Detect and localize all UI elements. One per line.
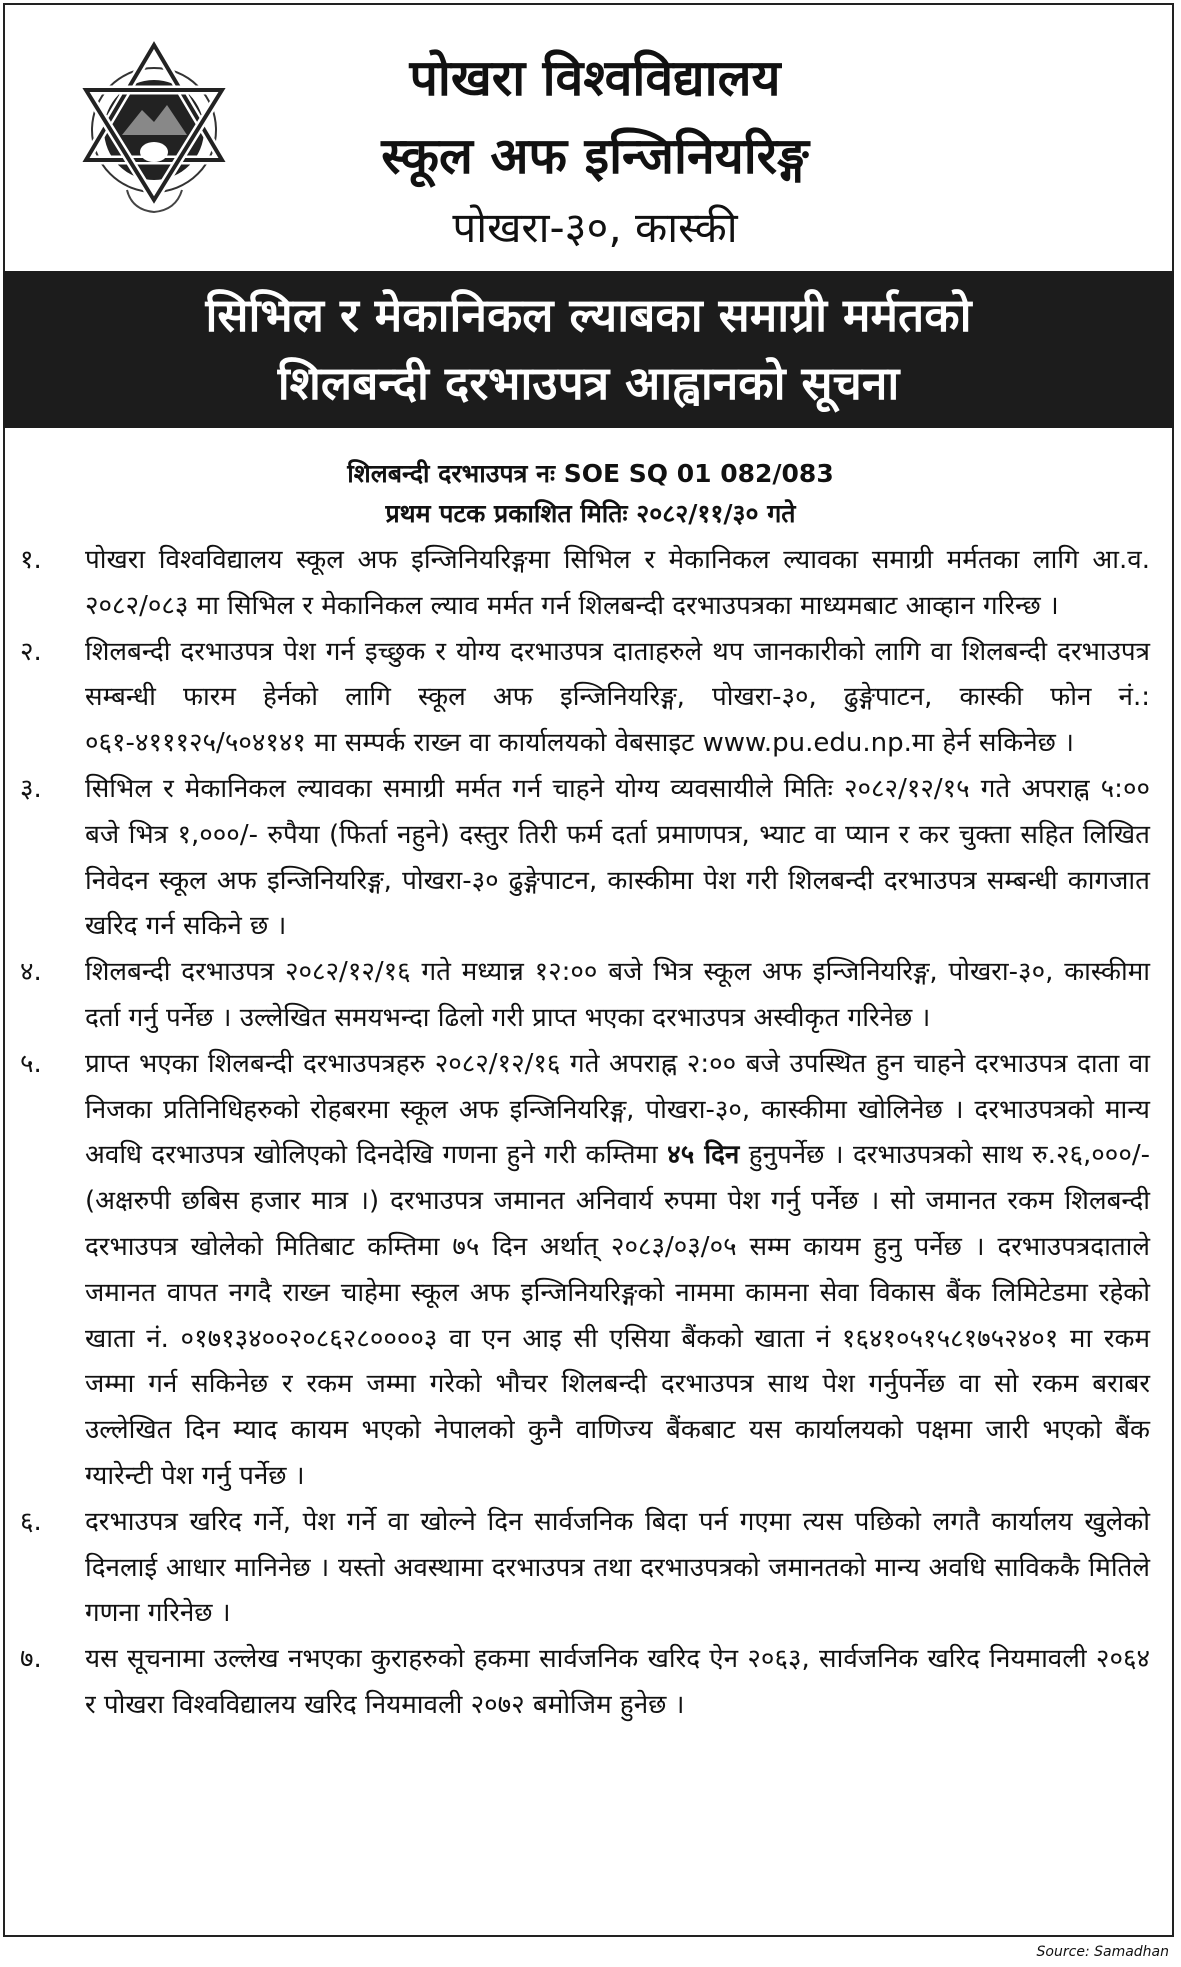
notice-body [20,538,1150,1729]
paragraph-number: २. [20,636,42,667]
notice-title-line-2: शिलबन्दी दरभाउपत्र आह्वानको सूचना [277,356,900,410]
paragraph-number: ५. [20,1048,42,1079]
paragraph-text: सिभिल र मेकानिकल ल्यावका समाग्री मर्मत गर्न चाहने योग्य व्यवसायीले मितिः २०८२/१२/१५ गते अपराह्न ५:०० बजे भित्र १,०००/- रुपैया (फिर्ता नहुने) दस्तुर तिरी फर्म दर्ता प्रमाणपत्र, भ्याट वा प्यान र कर चुक्ता सहित लिखित निवेदन स्कूल अफ इन्जिनियरिङ्ग, पोखरा-३० ढुङ्गेपाटन, कास्कीमा पेश गरी शिलबन्दी दरभाउपत्र सम्बन्धी कागजात खरिद गर्न सकिने छ । [85,773,1150,942]
paragraph-number: १. [20,545,42,575]
school-address: पोखरा-३०, कास्की [452,203,738,252]
school-name: स्कूल अफ इन्जिनियरिङ्ग [381,127,809,185]
pokhara-university-logo-icon [72,40,237,215]
notice-title-line-1: सिभिल र मेकानिकल ल्याबका समाग्री मर्मतको [205,288,972,342]
paragraph-4 [20,950,1150,1042]
university-name: पोखरा विश्वविद्यालय [409,49,781,107]
paragraph-text: यस सूचनामा उल्लेख नभएका कुराहरुको हकमा सार्वजनिक खरिद ऐन २०६३, सार्वजनिक खरिद नियमावली २०६४ र पोखरा विश्वविद्यालय खरिद नियमावली २०७२ बमोजिम हुनेछ । [85,1644,1150,1720]
paragraph-number: ६. [20,1506,42,1537]
paragraph-text-part: हुनुपर्नेछ । दरभाउपत्रको साथ रु.२६,०००/- (अक्षरुपी छबिस हजार मात्र ।) दरभाउपत्र जमानत अनिवार्य रुपमा पेश गर्नु पर्नेछ । सो जमानत रकम शिलबन्दी दरभाउपत्र खोलेको मितिबाट कम्तिमा ७५ दिन अर्थात् २०८३/०३/०५ सम्म कायम हुनु पर्नेछ । दरभाउपत्रदाताले जमानत वापत नगदै राख्न चाहेमा स्कूल अफ इन्जिनियरिङ्गको नाममा कामना सेवा विकास बैंक लिमिटेडमा रहेको खाता नं. ०१७१३४००२०८६२८००००३ वा एन आइ सी एसिया बैंकको खाता नं १६४१०५१५८१७५२४०१ मा रकम जम्मा गर्न सकिनेछ र रकम जम्मा गरेको भौचर शिलबन्दी दरभाउपत्र साथ पेश गर्नुपर्नेछ वा सो रकम बराबर उल्लेखित दिन म्याद कायम भएको नेपालको कुनै वाणिज्य बैंकबाट यस कार्यालयको पक्षमा जारी भएको बैंक ग्यारेन्टी पेश गर्नु पर्नेछ । [85,1140,1150,1491]
tender-number: शिलबन्दी दरभाउपत्र नः SOE SQ 01 082/083 [347,459,834,488]
validity-days: ४५ दिन [667,1140,740,1171]
published-date: प्रथम पटक प्रकाशित मितिः २०८२/११/३० गते [385,499,796,528]
source-credit: Source: Samadhan [1036,1944,1169,1960]
paragraph-2 [20,630,1150,767]
paragraph-text-part: प्राप्त भएका शिलबन्दी दरभाउपत्रहरु २०८२/१२/१६ गते अपराह्न २:०० बजे उपस्थित हुन चाहने दरभाउपत्र दाता वा निजका प्रतिनिधिहरुको रोहबरमा स्कूल अफ इन्जिनियरिङ्ग, पोखरा-३०, कास्कीमा खोलिनेछ । दरभाउपत्रको मान्य अवधि दरभाउपत्र खोलिएको दिनदेखि गणना हुने गरी कम्तिमा [85,1048,1150,1171]
paragraph-text: पोखरा विश्वविद्यालय स्कूल अफ इन्जिनियरिङ्गमा सिभिल र मेकानिकल ल्यावका समाग्री मर्मतका लागि आ.व. २०८२/०८३ मा सिभिल र मेकानिकल ल्याव मर्मत गर्न शिलबन्दी दरभाउपत्रका माध्यमबाट आव्हान गरिन्छ । [85,545,1150,621]
paragraph-text [85,1042,1150,1500]
paragraph-text: दरभाउपत्र खरिद गर्ने, पेश गर्ने वा खोल्ने दिन सार्वजनिक बिदा पर्न गएमा त्यस पछिको लगतै कार्यालय खुलेको दिनलाई आधार मानिनेछ । यस्तो अवस्थामा दरभाउपत्र तथा दरभाउपत्रको जमानतको मान्य अवधि साविककै मितिले गणना गरिनेछ । [85,1506,1150,1629]
paragraph-text: शिलबन्दी दरभाउपत्र २०८२/१२/१६ गते मध्यान्न १२:०० बजे भित्र स्कूल अफ इन्जिनियरिङ्ग, पोखरा-३०, कास्कीमा दर्ता गर्नु पर्नेछ । उल्लेखित समयभन्दा ढिलो गरी प्राप्त भएका दरभाउपत्र अस्वीकृत गरिनेछ । [85,957,1150,1033]
paragraph-1 [20,538,1150,630]
paragraph-6 [20,1500,1150,1637]
paragraph-5 [20,1042,1150,1500]
paragraph-number: ३. [20,773,42,804]
notice-title-band [3,271,1174,428]
paragraph-number: ४. [20,957,42,988]
paragraph-text: शिलबन्दी दरभाउपत्र पेश गर्न इच्छुक र योग्य दरभाउपत्र दाताहरुले थप जानकारीको लागि वा शिलबन्दी दरभाउपत्र सम्बन्धी फारम हेर्नको लागि स्कूल अफ इन्जिनियरिङ्ग, पोखरा-३०, ढुङ्गेपाटन, कास्की फोन नं.: ०६१-४१११२५/५०४१४१ मा सम्पर्क राख्न वा कार्यालयको वेबसाइट www.pu.edu.np.मा हेर्न सकिनेछ । [85,636,1150,759]
paragraph-number: ७. [20,1644,42,1675]
paragraph-3 [20,767,1150,950]
paragraph-7 [20,1637,1150,1729]
